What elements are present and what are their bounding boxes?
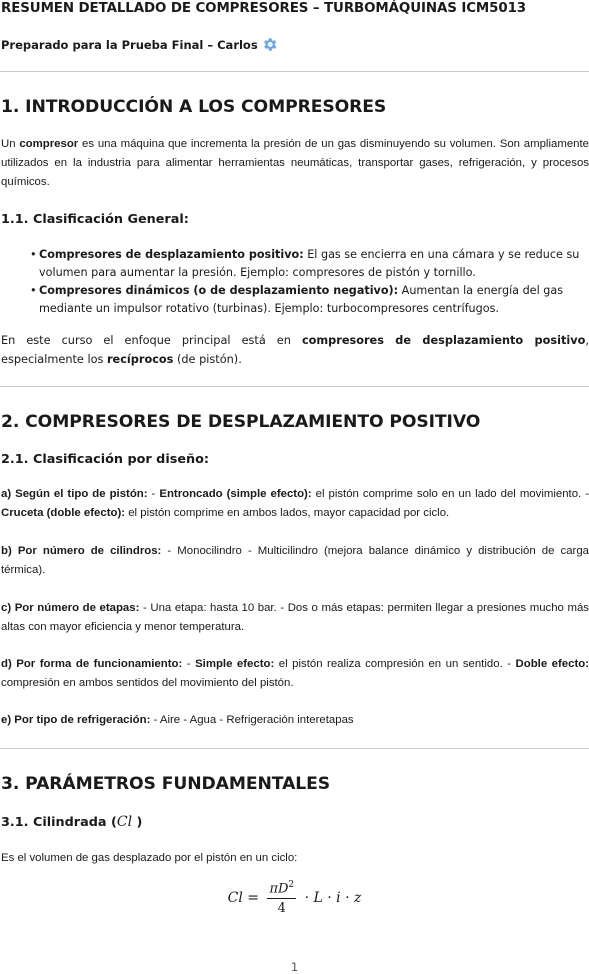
d-text-1: - bbox=[182, 658, 196, 670]
a-text-3: el pistón comprime en ambos lados, mayor capacidad por ciclo. bbox=[125, 507, 450, 519]
page-number: 1 bbox=[290, 960, 299, 974]
c-text-1: - Una etapa: hasta 10 bar. - Dos o más etapas: permiten llegar a presiones mucho más altas con mayor eficiencia y menor temperatura. bbox=[1, 602, 589, 633]
section-3-1-heading bbox=[1, 814, 142, 830]
d-bold-1: d) Por forma de funcionamiento: bbox=[1, 658, 183, 670]
formula-exponent: 2 bbox=[288, 880, 295, 890]
focus-text-2: , especialmente los bbox=[1, 334, 589, 366]
subtitle-text: Preparado para la Prueba Final – Carlos bbox=[1, 38, 258, 52]
list-item-bold: Compresores dinámicos (o de desplazamiento negativo): bbox=[39, 284, 399, 297]
section-1-1-heading: 1.1. Clasificación General: bbox=[1, 212, 189, 227]
section-2-1-heading: 2.1. Clasificación por diseño: bbox=[1, 452, 210, 467]
e-bold-1: e) Por tipo de refrigeración: bbox=[1, 714, 151, 726]
b-bold-1: b) Por número de cilindros: bbox=[1, 545, 162, 557]
formula-fraction bbox=[267, 880, 296, 916]
list-item-bold: Compresores de desplazamiento positivo: bbox=[39, 248, 304, 261]
section-2-heading: 2. COMPRESORES DE DESPLAZAMIENTO POSITIVO bbox=[1, 412, 481, 432]
list-item: • Compresores de desplazamiento positivo: El gas se encierra en una cámara y se reduce su volumen para aumentar la presión. Ejemplo: compresores de pistón y tornillo. bbox=[30, 248, 580, 279]
list-item: • Compresores dinámicos (o de desplazamiento negativo): Aumentan la energía del gas mediante un impulsor rotativo (turbinas). Ejemplo: turbocompresores centrífugos. bbox=[30, 284, 564, 315]
intro-bold-1: compresor bbox=[19, 138, 79, 150]
document-subtitle bbox=[1, 36, 278, 53]
cylinder-volume-formula bbox=[0, 880, 589, 916]
focus-text-3: (de pistón). bbox=[173, 353, 242, 366]
classification-list bbox=[0, 246, 589, 318]
document-title: RESUMEN DETALLADO DE COMPRESORES – TURBOMÁQUINAS ICM5013 bbox=[1, 1, 527, 16]
b-text-1: - Monocilindro - Multicilindro (mejora balance dinámico y distribución de carga térmica). bbox=[1, 545, 589, 576]
formula-pi: π bbox=[269, 881, 278, 897]
intro-text-2: es una máquina que incrementa la presión de un gas disminuyendo su volumen. Son ampliamente utilizados en la industria para alimentar herramientas neumáticas, transportar gases, refrigeración, y procesos químicos. bbox=[1, 138, 589, 188]
divider bbox=[0, 386, 589, 387]
section-3-heading: 3. PARÁMETROS FUNDAMENTALES bbox=[1, 774, 331, 794]
divider bbox=[0, 71, 589, 72]
d-text-3: compresión en ambos sentidos del movimiento del pistón. bbox=[1, 677, 294, 689]
heading-text-end: ) bbox=[132, 815, 143, 830]
focus-text-1: En este curso el enfoque principal está en bbox=[1, 334, 302, 347]
divider bbox=[0, 748, 589, 749]
list-item-text: Aumentan la energía del gas mediante un impulsor rotativo (turbinas). Ejemplo: turbocompresores centrífugos. bbox=[39, 284, 564, 315]
formula-rhs: · L · i · z bbox=[304, 890, 362, 907]
d-bold-2: Simple efecto: bbox=[195, 658, 275, 670]
d-text-2: el pistón realiza compresión en un sentido. - bbox=[274, 658, 516, 670]
gear-icon bbox=[261, 36, 278, 53]
d-bold-3: Doble efecto: bbox=[515, 658, 589, 670]
classification-b bbox=[1, 542, 589, 580]
formula-d: D bbox=[277, 881, 289, 897]
heading-math: Cl bbox=[116, 814, 133, 830]
formula-lhs: Cl = bbox=[227, 890, 259, 907]
a-bold-1: a) Según el tipo de pistón: bbox=[1, 488, 148, 500]
section-1-intro bbox=[1, 135, 589, 192]
formula-numerator bbox=[267, 880, 296, 899]
section-3-1-desc: Es el volumen de gas desplazado por el pistón en un ciclo: bbox=[1, 852, 298, 864]
classification-e bbox=[1, 711, 589, 730]
classification-a bbox=[1, 485, 589, 523]
intro-text-1: Un bbox=[1, 138, 20, 150]
classification-d bbox=[1, 655, 589, 693]
focus-bold-2: recíprocos bbox=[106, 353, 174, 366]
section-1-focus bbox=[1, 331, 589, 369]
a-bold-2: Entroncado (simple efecto): bbox=[159, 488, 312, 500]
e-text-1: - Aire - Agua - Refrigeración interetapas bbox=[150, 714, 354, 726]
heading-text: 3.1. Cilindrada ( bbox=[1, 815, 117, 830]
list-item-text: El gas se encierra en una cámara y se reduce su volumen para aumentar la presión. Ejemplo: compresores de pistón y tornillo. bbox=[39, 248, 580, 279]
a-text-1: - bbox=[147, 488, 160, 500]
c-bold-1: c) Por número de etapas: bbox=[1, 602, 140, 614]
a-text-2: el pistón comprime solo en un lado del movimiento. - bbox=[311, 488, 589, 500]
classification-c bbox=[1, 599, 589, 637]
a-bold-3: Cruceta (doble efecto): bbox=[1, 507, 126, 519]
section-1-heading: 1. INTRODUCCIÓN A LOS COMPRESORES bbox=[1, 97, 387, 117]
formula-denominator: 4 bbox=[277, 901, 286, 917]
focus-bold-1: compresores de desplazamiento positivo bbox=[301, 334, 586, 347]
